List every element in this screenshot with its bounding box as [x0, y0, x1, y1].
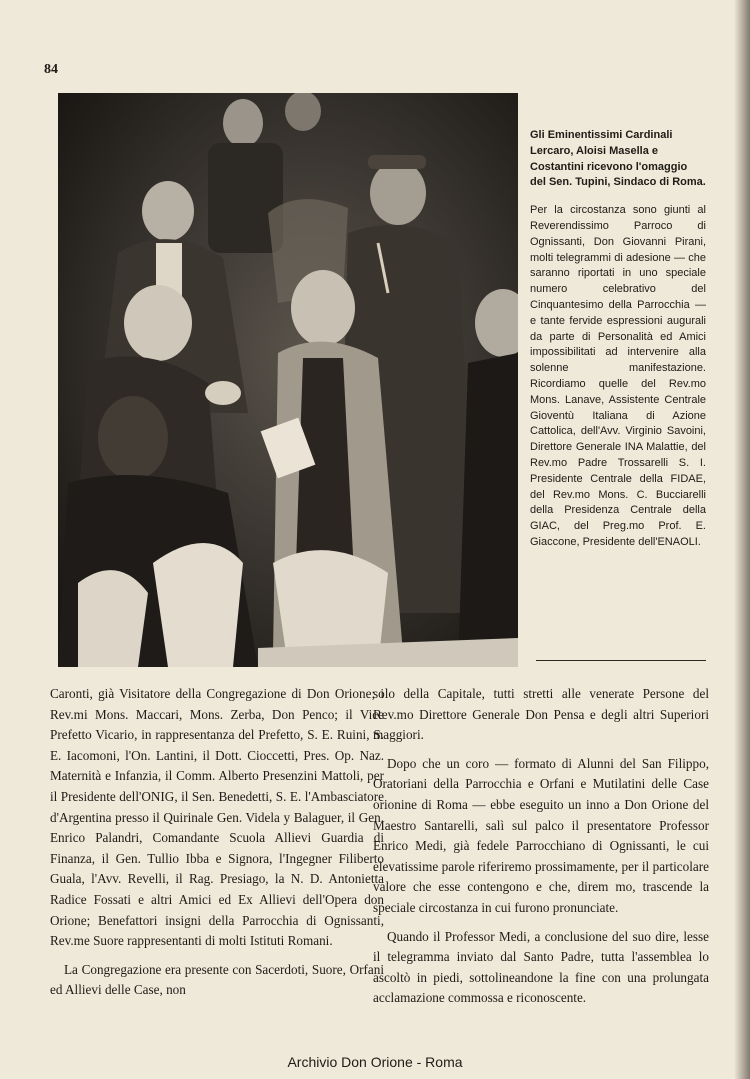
photo-caption — [530, 128, 706, 551]
caption-divider — [536, 660, 706, 661]
caption-title: Gli Eminentissimi Cardinali Lercaro, Aloisi Masella e Costantini ricevono l'omaggio del Sen. Tupini, Sindaco di Roma. — [530, 129, 706, 189]
photograph-cardinals-ceremony-icon — [58, 93, 518, 667]
right-column — [373, 684, 709, 1017]
left-paragraph-1: Caronti, già Visitatore della Congregazione di Don Orione; i Rev.mi Mons. Maccari, Mons. Zerba, Don Penco; il Vice Prefetto Vicario, in rappresentanza del Prefetto, S. E. Ruini, S. E. Iacomoni, l'On. Lantini, il Dott. Cioccetti, Pres. Op. Naz. Maternità e Infanzia, il Comm. Alberto Presenzini Mattoli, per il Presidente dell'ONIG, il Sen. Benedetti, S. E. l'Ambasciatore d'Argentina presso il Quirinale Gen. Videla y Balaguer, il Gen. Enrico Palandri, Comandante Scuola Allievi Guardia di Finanza, il Gen. Tullio Ibba e Signora, l'Ingegner Filiberto Guala, l'Avv. Revelli, il Rag. Presiago, la N. D. Antonietta Radice Fossati e altri Amici ed Ex Allievi dell'Opera don Orione; Benefattori insigni della Parrocchia di Ognissanti, Rev.me Suore rappresentanti di molti Istituti Romani. — [50, 686, 384, 949]
caption-body: Per la circostanza sono giunti al Reverendissimo Parroco di Ognissanti, Don Giovanni Pirani, molti telegrammi di adesione — che saranno riportati in uno speciale numero celebrativo del Cinquantesimo della Parrocchia — e tante fervide espressioni augurali da parte di Personalità ed Amici impossibilitati ad intervenire alla solenne manifestazione. Ricordiamo quelle del Rev.mo Mons. Lanave, Assistente Centrale Gioventù Italiana di Azione Cattolica, dell'Avv. Virginio Savoini, Direttore Generale INA Malattie, del Rev.mo Padre Trossarelli S. I. Presidente Centrale della FIDAE, del Rev.mo Mons. C. Bucciarelli della Presidenza Centrale della GIAC, del Preg.mo Prof. E. Giaccone, Presidente dell'ENAOLI. — [530, 204, 706, 548]
page-edge-shadow — [734, 0, 750, 1079]
left-column — [50, 684, 384, 1009]
right-paragraph-3: Quando il Professor Medi, a conclusione del suo dire, lesse il telegramma inviato dal Santo Padre, tutta l'assemblea lo ascoltò in piedi, sottolineandone la fine con una prolungata acclamazione commossa e riconoscente. — [373, 928, 709, 1006]
right-paragraph-1: solo della Capitale, tutti stretti alle venerate Persone del Rev.mo Direttore Generale Don Pensa e degli altri Superiori maggiori. — [373, 686, 709, 743]
archive-footer: Archivio Don Orione - Roma — [287, 1054, 463, 1070]
left-paragraph-2: La Congregazione era presente con Sacerdoti, Suore, Orfani ed Allievi delle Case, non — [50, 961, 384, 998]
right-paragraph-2: Dopo che un coro — formato di Alunni del San Filippo, Oratoriani della Parrocchia e Orfani e Mutilatini delle Case orionine di Roma — ebbe eseguito un inno a Don Orione del Maestro Santarelli, salì sul palco il presentatore Professor Enrico Medi, già fedele Parrocchiano di Ognissanti, le cui elevatissime parole riferiremo prossimamente, per il particolare valore che esse contengono e che, direm mo, trascende la speciale circostanza in cui furono pronunciate. — [373, 755, 709, 915]
photograph — [58, 93, 518, 667]
page-number: 84 — [44, 62, 58, 77]
